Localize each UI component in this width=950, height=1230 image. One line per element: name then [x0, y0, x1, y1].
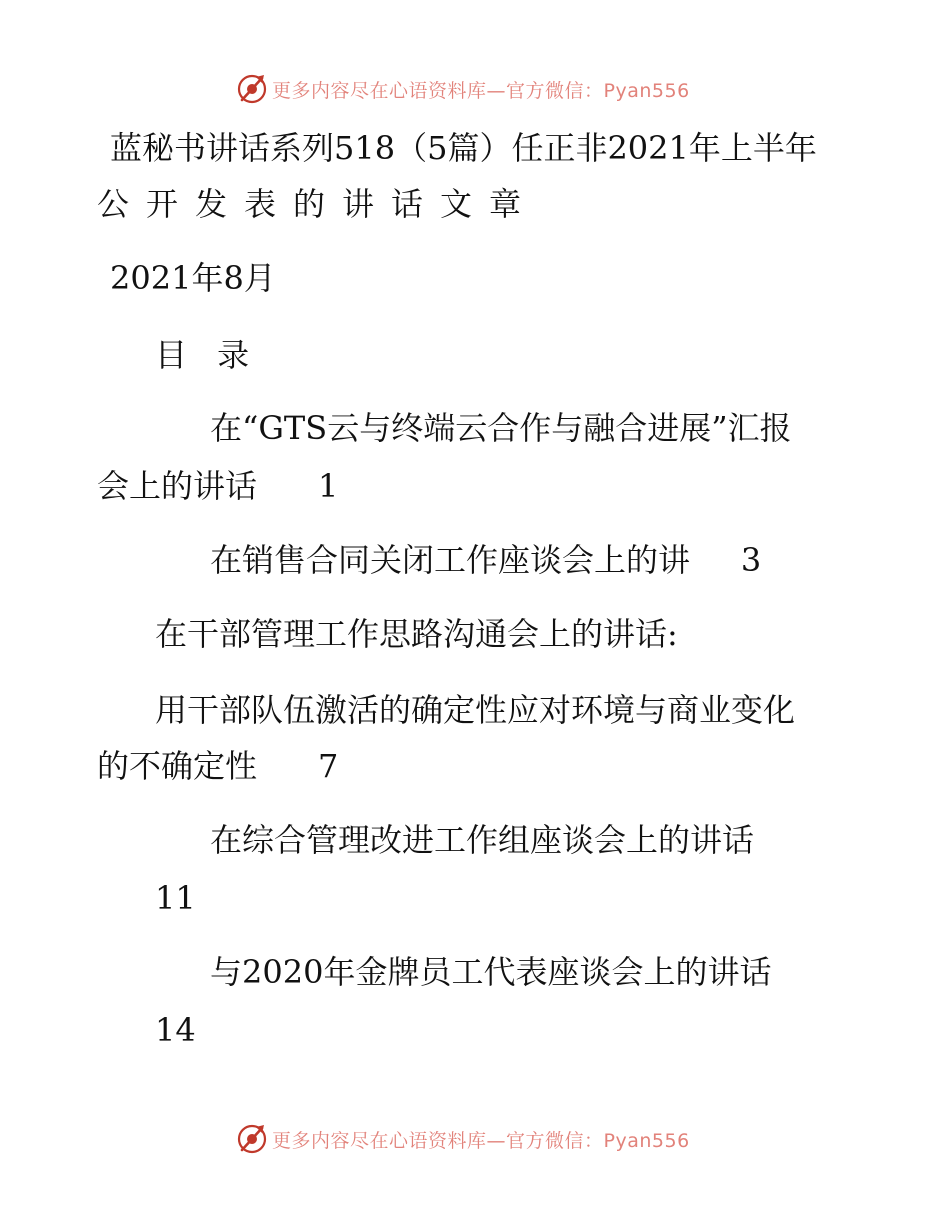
toc-entry-4-page-number: 11 — [155, 879, 196, 917]
quill-pen-logo-icon — [236, 1123, 268, 1155]
document-title-line-2: 公开发表的讲话文章 — [97, 185, 539, 223]
toc-heading: 目 录 — [155, 336, 260, 374]
document-title-line-1: 蓝秘书讲话系列518（5篇）任正非2021年上半年 — [110, 129, 817, 167]
document-date: 2021年8月 — [110, 259, 276, 297]
toc-entry-3-line-1: 在干部管理工作思路沟通会上的讲话: — [155, 615, 678, 653]
footer-watermark-banner — [236, 1122, 690, 1156]
header-watermark-banner — [236, 72, 690, 106]
toc-entry-1-line-2: 会上的讲话 1 — [97, 467, 339, 505]
toc-entry-3-line-2: 用干部队伍激活的确定性应对环境与商业变化 — [155, 691, 796, 729]
watermark-text: 更多内容尽在心语资料库—官方微信：Pyan556 — [272, 1129, 690, 1152]
watermark-text: 更多内容尽在心语资料库—官方微信：Pyan556 — [272, 79, 690, 102]
toc-entry-3-line-3: 的不确定性 7 — [97, 747, 339, 785]
toc-entry-4-line-1: 在综合管理改进工作组座谈会上的讲话 — [210, 821, 755, 859]
toc-entry-5-page-number: 14 — [155, 1011, 196, 1049]
toc-entry-5-line-1: 与2020年金牌员工代表座谈会上的讲话 — [210, 953, 772, 991]
toc-entry-1-line-1: 在“GTS云与终端云合作与融合进展”汇报 — [210, 409, 792, 447]
toc-entry-2: 在销售合同关闭工作座谈会上的讲 3 — [210, 541, 762, 579]
quill-pen-logo-icon — [236, 73, 268, 105]
